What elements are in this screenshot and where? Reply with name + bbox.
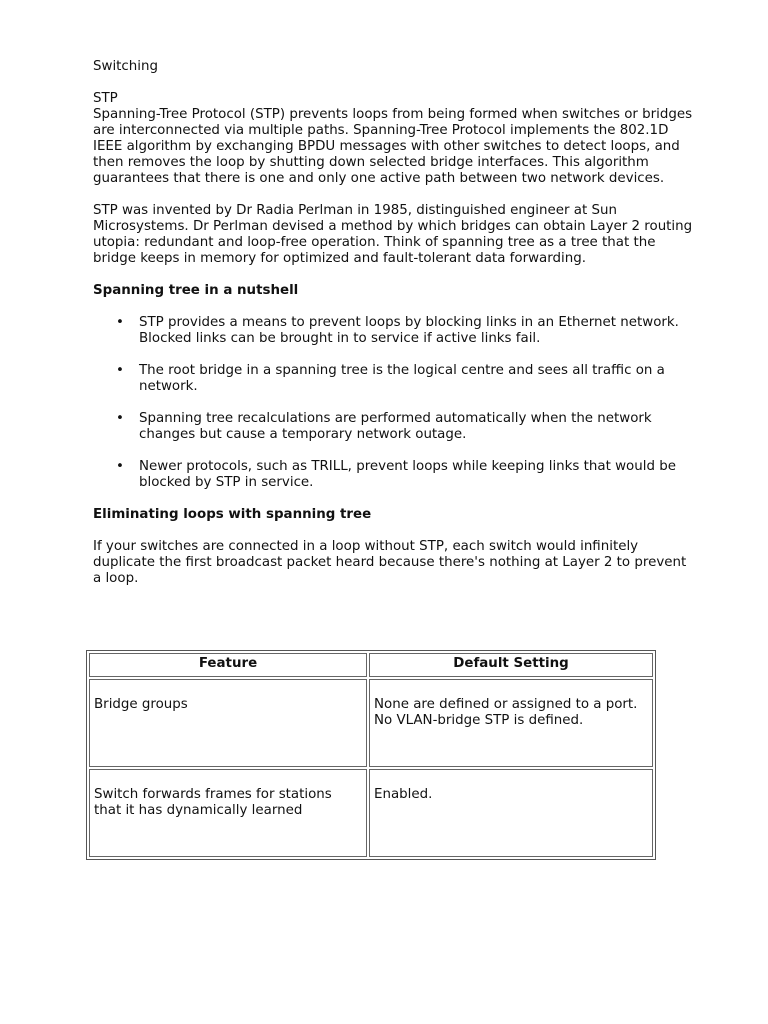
table-row bbox=[89, 679, 653, 767]
settings-table bbox=[86, 650, 656, 860]
list-item bbox=[93, 411, 693, 443]
document-title: Switching bbox=[93, 59, 158, 74]
history-paragraph: STP was invented by Dr Radia Perlman in 1985, distinguished engineer at Sun Microsystems. Dr Perlman devised a method by which bridges can obtain Layer 2 routing utopia: redundant and loop-free operation. Think of spanning tree as a tree that the bridge keeps in memory for optimized and fault-tolerant data forwarding. bbox=[93, 203, 693, 266]
table-row bbox=[89, 769, 653, 857]
list-item-text: STP provides a means to prevent loops by blocking links in an Ethernet network. Blocked links can be brought in to service if active links fail. bbox=[139, 315, 679, 346]
loops-paragraph: If your switches are connected in a loop without STP, each switch would infinitely duplicate the first broadcast packet heard because there's nothing at Layer 2 to prevent a loop. bbox=[93, 539, 687, 586]
list-item bbox=[93, 459, 693, 491]
loops-heading: Eliminating loops with spanning tree bbox=[93, 507, 372, 522]
document-body bbox=[93, 59, 693, 603]
table-cell: Switch forwards frames for stations that it has dynamically learned bbox=[89, 769, 367, 857]
list-item bbox=[93, 363, 693, 395]
bullet-icon: • bbox=[116, 363, 124, 378]
table-cell: Bridge groups bbox=[89, 679, 367, 767]
bullet-icon: • bbox=[116, 459, 124, 474]
list-item-text: Newer protocols, such as TRILL, prevent loops while keeping links that would be blocked by STP in service. bbox=[139, 459, 676, 490]
column-header-feature: Feature bbox=[89, 653, 367, 677]
list-item-text: The root bridge in a spanning tree is the logical centre and sees all traffic on a network. bbox=[139, 363, 665, 394]
table-cell: Enabled. bbox=[369, 769, 653, 857]
bullet-icon: • bbox=[116, 411, 124, 426]
nutshell-heading: Spanning tree in a nutshell bbox=[93, 283, 299, 298]
bullet-icon: • bbox=[116, 315, 124, 330]
list-item bbox=[93, 315, 693, 347]
stp-heading: STP bbox=[93, 91, 118, 106]
column-header-default-setting: Default Setting bbox=[369, 653, 653, 677]
stp-paragraph: Spanning-Tree Protocol (STP) prevents loops from being formed when switches or bridges are interconnected via multiple paths. Spanning-Tree Protocol implements the 802.1D IEEE algorithm by exchanging BPDU messages with other switches to detect loops, and then removes the loop by shutting down selected bridge interfaces. This algorithm guarantees that there is one and only one active path between two network devices. bbox=[93, 107, 693, 186]
list-item-text: Spanning tree recalculations are performed automatically when the network changes but cause a temporary network outage. bbox=[139, 411, 652, 442]
table-cell: None are defined or assigned to a port. No VLAN-bridge STP is defined. bbox=[369, 679, 653, 767]
nutshell-list bbox=[93, 315, 693, 491]
table-header-row bbox=[89, 653, 653, 677]
settings-table-wrapper bbox=[86, 650, 656, 860]
